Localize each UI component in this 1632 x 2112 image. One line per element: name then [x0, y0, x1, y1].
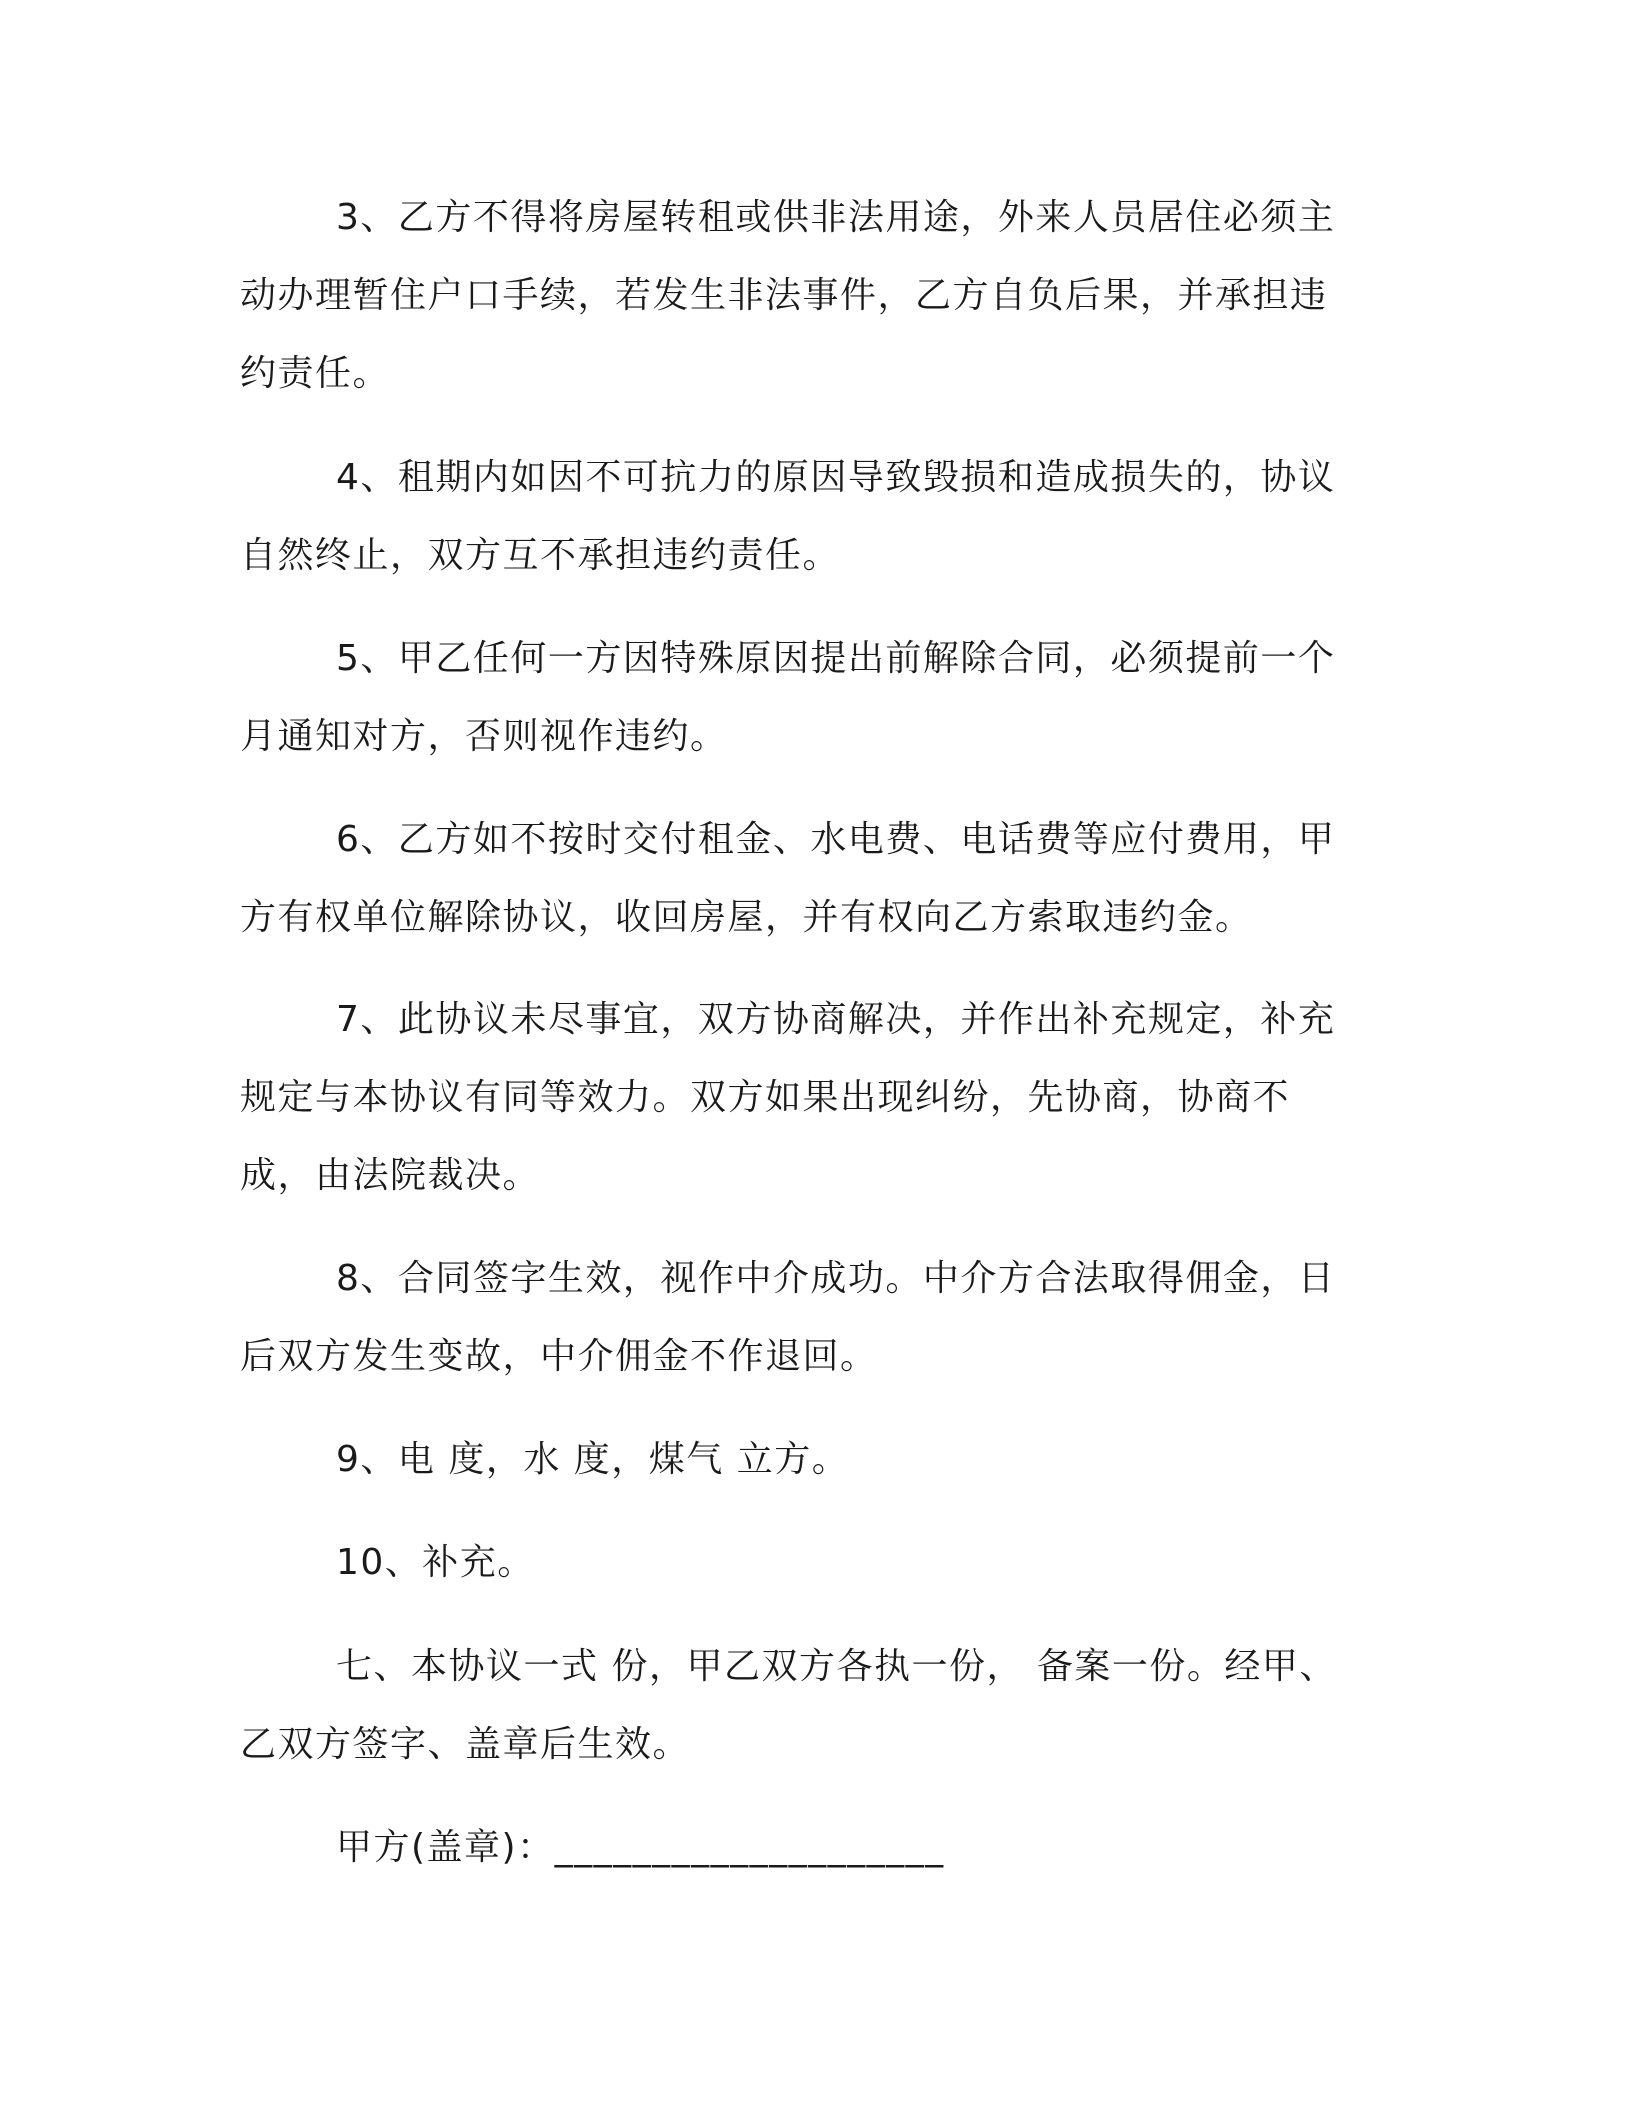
- clause-5: 5、甲乙任何一方因特殊原因提出前解除合同，必须提前一个月通知对方，否则视作违约。: [240, 638, 1336, 757]
- clause-9: 9、电 度，水 度，煤气 立方。: [336, 1439, 850, 1480]
- clause-3: 3、乙方不得将房屋转租或供非法用途，外来人员居住必须主动办理暂住户口手续，若发生非法事件，乙方自负后果，并承担违约责任。: [240, 197, 1336, 394]
- article-7: 七、本协议一式 份，甲乙双方各执一份， 备案一份。经甲、乙双方签字、盖章后生效。: [240, 1646, 1337, 1765]
- clause-6: 6、乙方如不按时交付租金、水电费、电话费等应付费用，甲方有权单位解除协议，收回房屋，并有权向乙方索取违约金。: [240, 819, 1336, 938]
- party-a-signature-line: 甲方(盖章)：____________________: [336, 1827, 945, 1868]
- clause-10: 10、补充。: [336, 1542, 535, 1583]
- clause-8: 8、合同签字生效，视作中介成功。中介方合法取得佣金，日后双方发生变故，中介佣金不作退回。: [240, 1258, 1336, 1377]
- clause-7: 7、此协议未尽事宜，双方协商解决，并作出补充规定，补充规定与本协议有同等效力。双方如果出现纠纷，先协商，协商不成，由法院裁决。: [240, 999, 1336, 1196]
- clause-4: 4、租期内如因不可抗力的原因导致毁损和造成损失的，协议自然终止，双方互不承担违约责任。: [240, 457, 1336, 576]
